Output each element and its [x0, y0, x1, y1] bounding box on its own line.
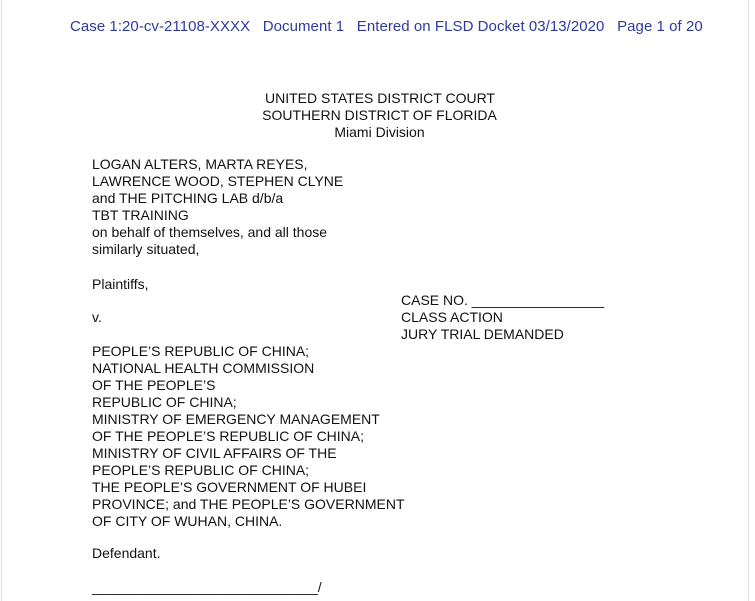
defendant-line: NATIONAL HEALTH COMMISSION: [92, 360, 315, 376]
docket-header: Case 1:20-cv-21108-XXXX Document 1 Entered on FLSD Docket 03/13/2020 Page 1 of 20: [70, 18, 703, 35]
case-number-line: CASE NO. _________________: [401, 292, 605, 308]
plaintiffs-block: [92, 156, 343, 258]
jury-demand-label: JURY TRIAL DEMANDED: [401, 326, 564, 342]
court-caption: [2, 90, 755, 141]
plaintiff-line: and THE PITCHING LAB d/b/a: [92, 190, 284, 206]
versus-label: v.: [92, 309, 102, 325]
defendant-line: PEOPLE’S REPUBLIC OF CHINA;: [92, 343, 310, 359]
plaintiffs-label: Plaintiffs,: [92, 276, 149, 292]
court-name: UNITED STATES DISTRICT COURT: [265, 90, 495, 106]
defendant-line: OF CITY OF WUHAN, CHINA.: [92, 513, 283, 529]
defendant-line: REPUBLIC OF CHINA;: [92, 394, 237, 410]
defendants-block: [92, 343, 405, 530]
defendant-line: MINISTRY OF CIVIL AFFAIRS OF THE: [92, 445, 337, 461]
plaintiff-line: TBT TRAINING: [92, 207, 189, 223]
defendant-line: OF THE PEOPLE’S REPUBLIC OF CHINA;: [92, 428, 365, 444]
case-info-block: [401, 292, 604, 343]
document-page: [1, 0, 749, 601]
plaintiff-line: similarly situated,: [92, 241, 200, 257]
class-action-label: CLASS ACTION: [401, 309, 503, 325]
defendant-label: Defendant.: [92, 545, 161, 561]
court-division: Miami Division: [334, 124, 425, 140]
signature-line: _____________________________/: [92, 579, 322, 595]
plaintiff-line: LAWRENCE WOOD, STEPHEN CLYNE: [92, 173, 344, 189]
defendant-line: MINISTRY OF EMERGENCY MANAGEMENT: [92, 411, 380, 427]
defendant-line: PROVINCE; and THE PEOPLE’S GOVERNMENT: [92, 496, 405, 512]
defendant-line: PEOPLE’S REPUBLIC OF CHINA;: [92, 462, 310, 478]
court-district: SOUTHERN DISTRICT OF FLORIDA: [262, 107, 497, 123]
plaintiff-line: on behalf of themselves, and all those: [92, 224, 328, 240]
defendant-line: OF THE PEOPLE’S: [92, 377, 216, 393]
plaintiff-line: LOGAN ALTERS, MARTA REYES,: [92, 156, 308, 172]
defendant-line: THE PEOPLE’S GOVERNMENT OF HUBEI: [92, 479, 367, 495]
